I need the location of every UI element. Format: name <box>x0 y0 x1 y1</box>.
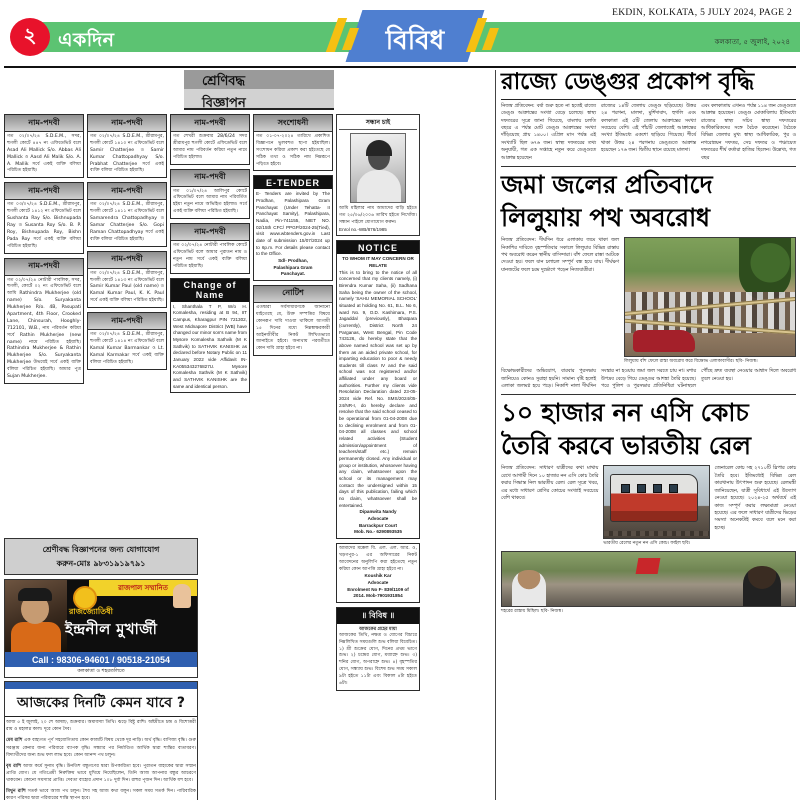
bibidh-astro-block <box>336 607 420 691</box>
ad-heading: নোটিশ <box>254 286 332 303</box>
missing-notice-enrol: Enrol no.-WB/876/1985 <box>339 226 387 232</box>
headline-dengue: রাজ্যে ডেঙ্গুর প্রকোপ বৃদ্ধি <box>501 70 796 100</box>
contact-line-1: শ্রেণীবদ্ধ বিজ্ঞাপনের জন্য যোগাযোগ <box>42 545 160 554</box>
horoscope-sign-text: এক বাহ্যগত পূর্ণ সহযোগিতায় কোন কাজটি বিষয় থেকে দূর নাড়ি। অর্থ বৃদ্ধি। বাণিজ্য বৃদ্ধি। গুরু সরঞ্জাম কেনার জন্য পরিবারে ব্যাপক বৃদ্ধি। সন্ধ্যার পর নির্মাণ্ডিত আর্থিক দ্বারা শান্তির বাতাবরণ। বিদ্যার্থীদের জন্য শুভ ফল লাভ হবে। কোন আনন্দ পথ চলুন। <box>6 738 196 758</box>
headline-roadblock-line1: জমা জলের প্রতিবাদে <box>501 170 713 200</box>
story-text-col2: জেনারেল কোচ সহ ২৭১০টি স্লিপার কোচ তৈরি হবে। ইতিমধ্যেই বিভিন্ন রেল কারখানায় উৎপাদন শুরু হয়েছে। রেলমন্ত্রী জানিয়েছেন, যাত্রী সুবিধার্থে এই উদ্যোগ নেওয়া হয়েছে। ২০২৪-২৫ অর্থবর্ষে এই কাজ সম্পূর্ণ করার লক্ষ্যমাত্রা নেওয়া হয়েছে। এর ফলে সাধারণ যাত্রীদের ভিড়ের সমস্যা অনেকটাই কমবে বলে মনে করা হচ্ছে। <box>714 466 796 531</box>
ad-body: I, Shanthala T P, W/o H. Komalesha, residing at B 94, IIT Campus, Kharagpur PIN 721302, West Midnapore District (WB) have changed our minor son's name from Mysore Komalesha Sathvik (M K Sathvik) to SATHVIK KANISHK as declared before Notary Public on 11 January 2022 vide Affidavit IN-KA055343276827U. Mysore Komalesha Sathvik (M K Sathvik) and SATHVIK KANISHK are the same and identical person. <box>173 303 247 389</box>
photo-caption-railway: ভারতীয় রেলের নতুন নন এসি কোচ। ফাইল ছবি। <box>603 541 691 547</box>
story-columns <box>501 465 796 547</box>
missing-notice-caption: আমি মহিলার নাম আমাদের বাড়ি হইতে গত ২৫/০৬/২০০৬ তারিখ হইতে নিখোঁজ। সন্ধান পাইলে যোগাযোগ করুন। <box>339 206 417 225</box>
horoscope-sign-name: বৃষ রাশি <box>6 763 22 769</box>
bibidh-heading: ॥ বিবিধ ॥ <box>337 608 419 624</box>
tender-signature-line3: Panchayat. <box>280 271 306 277</box>
ad-body: E- Tenders are invited by The Prodhan, Palashipara Gram Panchayat (Under Tehatta- II Panchayat Samity), Palashipara, Nadia, Pin-741155, NIET NO. 02/15th CFC/ PPGP/2024-25(Tied), visit www.wbtenders.gov.in Last date of submission 15/07/2024 up to 6p.m. For details please contact to the Office. <box>256 191 330 257</box>
classified-ad <box>4 182 84 253</box>
classified-ad <box>4 258 84 384</box>
headline-railway-line2: তৈরি করবে ভারতীয় রেল <box>501 430 751 460</box>
ad-heading: নাম-পদবী <box>171 170 249 187</box>
classified-ad <box>87 114 167 178</box>
photo-window-shape <box>621 484 630 493</box>
story-text-col1: নিজস্ব প্রতিবেদন: বর্ষা শুরু হতে না হতেই রাজ্যে ডেঙ্গু আক্রান্তের সংখ্যা বেড়ে চলেছে। স্বাস্থ্য দফতরের সূত্রে জানা গিয়েছে, বাংলায় চলতি বছরে এ পর্যন্ত মোট ডেঙ্গু আক্রান্তের সংখ্যা দাঁড়িয়েছে প্রায় ১৪০০। এপ্রিল মাস পর্যন্ত এই সংখ্যাটি ছিল ৬৭৬ জন। স্বাস্থ্য দফতরের তথ্য অনুযায়ী, গত এক সপ্তাহে নতুন করে ডেঙ্গুতে আক্রান্ত হয়েছেন <box>501 103 596 161</box>
ad-body: গত ০২/০৭/২৪ নোটারী পাবলিক কোর্টে এফিডেভিট বলে আমার পুরাতন নাম ও নতুন নাম সর্বে একই ব্যক্তি বলিয়া পরিচিত হইয়াছি। <box>173 243 247 269</box>
ad-heading: নাম-পদবী <box>171 115 249 132</box>
missing-person-notice <box>336 114 420 236</box>
advocate-notice-ad <box>336 543 420 603</box>
ad-heading: নাম-পদবী <box>88 313 166 330</box>
ad-body: গত ০২/০৭/২৪ S.D.E.M., শ্রীরামপুর, হুগলী কোর্টে ১৪১১ নং এফিডেভিট বলে Samarendra Chattopadhyay ও Samar Chatterjee S/o. Gopi Raman Chattopadhyay সর্বে একই ব্যক্তি বলিয়া পরিচিত হইয়াছি। <box>90 202 164 242</box>
horoscope-sign-text: আজ কর্মে সুনাম বৃদ্ধি। উনতিশ বন্ধুগণের দ্বারা উপকারিতা হবে। পুরাতন বাহ্যকের দ্বারা সম্মান প্রাপ্তি যোগ। যে গতিপ্রেমী নিরুক্তিম ভাবে মুখিয়ে নিয়েছিলেন, তিনি আজ আপনার বন্ধুর আচরণে থাকবেন। কোনো সমস্যার প্রাপ্তি। দেবতা বাহ্যের প্রদান ১০৮ দুর্বা দিন। রাহুর পূজন দিন। আর্থিক যশ হবে। <box>6 763 196 783</box>
ad-body: গত ০২/০৭/২৪ S.D.E.M., শ্রীরামপুর, হুগলী কোর্টে ১৪১০ নং এফিডেভিট বলে Samir Chatterjee ও Samir Kumar Chattopadhyay S/o. Prabhat Chatterjee সর্বে একই ব্যক্তি বলিয়া পরিচিত হইয়াছি। <box>90 134 164 174</box>
photo-hair-shape <box>366 140 392 156</box>
story-columns <box>501 103 796 162</box>
astrologer-phone[interactable]: Call : 98306-94601 / 90518-21054 <box>5 652 197 667</box>
photo-street-rally <box>501 551 796 607</box>
horoscope-sign <box>5 735 197 760</box>
missing-person-photo <box>350 133 406 203</box>
bibidh-subheading: আজকের গ্রহের মায়া <box>359 626 397 632</box>
ad-body: গত ০২/০৭/২৪ S.D.E.M., সদর, হুগলী কোর্টে ৪৪৭ নং এফিডেভিট বলে Asad Ali Mallick S/o. Abbas Ali Mallick ও Aasd Ali Malik S/o. A. A. Mallik সর্বে একই ব্যক্তি বলিয়া পরিচিত হইয়াছি। <box>7 134 81 174</box>
photo-coach-shape <box>610 474 698 522</box>
correction-notice-ad <box>253 114 333 171</box>
astro-award-ribbon: রাজপাল সম্মানিত <box>89 580 197 596</box>
horoscope-color-bar <box>5 682 197 689</box>
bibidh-body: আজকের তিথি, নক্ষত্র ও যোগের বিচারে নিম্নলিখিত সময়গুলি শুভ বলিয়া বিবেচিত। ১) শ্রী শুক্রের যোগ, দিনের প্রথম ভাগে শুভ। ২) চন্দ্রের যোগ, মধ্যাহ্নে শুভ। ৩) শনির যোগ, অপরাহ্নে শুভ। ৪) বৃহস্পতির যোগ, সন্ধ্যায় শুভ। বিশেষ শুভ সময় সকাল ৯টা হইতে ১১টা এবং বিকাল ৪টা হইতে ৬টা। <box>339 632 417 686</box>
photo-shoulder-shape <box>357 170 401 203</box>
ad-heading: Change of Name <box>171 279 249 302</box>
photo-caption-roadblock: লিলুয়ায় বাঁশ ফেলে রাস্তা অবরোধ করে বিক্ষোভ এলাকাবাসীর। ছবি- নিজস্ব। <box>624 359 758 365</box>
story-text-col2: রাজ্যের ১৪টি জেলায় ডেঙ্গু ছড়িয়েছে। উত্তর ২৪ পরগনা, মালদা, মুর্শিদাবাদ, হুগলি এবং কলকাতা এই ৫টি জেলায় আক্রান্তের সংখ্যা সবচেয়ে বেশি। এই পাঁচটি জেলাতেই আক্রান্তের সংখ্যা ইতিমধ্যে একশো ছাড়িয়ে গিয়েছে। শীর্ষে থাকা উত্তর ২৪ পরগনায় ডেঙ্গুতে আক্রান্ত হয়েছেন ১৭৬ জন। দ্বিতীয় স্থানে রয়েছে মালদা। <box>601 103 696 154</box>
advocate-title: Advocate <box>367 580 389 586</box>
photo-window-shape <box>637 484 646 493</box>
horoscope-sign <box>5 761 197 786</box>
ad-heading: নাম-পদবী <box>88 183 166 200</box>
headline-roadblock-line2: লিলুয়ায় পথ অবরোধ <box>501 202 710 232</box>
headline-railway-line1: ১০ হাজার নন এসি কোচ <box>501 398 749 428</box>
astrologer-advertisement[interactable] <box>4 579 198 678</box>
classified-ad <box>170 114 250 165</box>
notice-subheading: TO WHOM IT MAY CONCERN OR RELATE <box>342 256 414 268</box>
astrologer-title: রাজজ্যোতিষী <box>69 607 113 617</box>
photo-window-shape <box>653 484 662 493</box>
publication-logo: ২ <box>10 18 50 56</box>
horoscope-sign-name: মিথুন রাশি <box>6 789 26 795</box>
ad-heading: নাম-পদবী <box>88 115 166 132</box>
bottom-photo-block <box>501 551 796 615</box>
change-of-name-ad <box>170 278 250 394</box>
story-text-col1: নিজস্ব প্রতিবেদন: সাধারণ যাত্রীদের কথা মাথায় রেখে আগামী দিনে ১০ হাজার নন এসি কোচ তৈরি করার সিদ্ধান্ত নিল ভারতীয় রেল। রেল সূত্রে খবর, এর মধ্যে সাধারণ শ্রেণির কোচের সংখ্যাই সবচেয়ে বেশি থাকবে। <box>501 466 599 502</box>
astrologer-name: ইন্দ্রনীল মুখার্জী <box>65 620 158 639</box>
classified-banner-line1: শ্রেণিবদ্ধ <box>202 74 246 89</box>
classified-pane <box>4 70 491 800</box>
notice-signatory-mobile: Mob. No.- 6290893535 <box>354 529 402 535</box>
palm-hand-icon <box>173 584 191 608</box>
section-emblem <box>330 10 500 62</box>
advocate-notice-body: আমাদের মক্কেল বি. এল. এল. আর. ও, খড়গপুর-১ এর অফিসারের নিকট আবেদনের অনুলিপি করা হইতেছে নতুন করিয়া কোন আপত্তি গ্রাহ্য হইবে না। <box>339 545 417 572</box>
photo-road-blockade <box>624 237 796 357</box>
section-title: বিবিধ <box>385 26 445 56</box>
photo-person-shape <box>743 566 781 606</box>
ad-heading: E-TENDER <box>254 176 332 189</box>
tender-signature-line1: Sd/- Prodhan, <box>278 258 308 264</box>
photo-track-shape <box>604 531 708 536</box>
tender-signature-line2: Palashipara Gram <box>273 264 313 270</box>
photo-train-coach <box>603 465 709 539</box>
ad-body: গত ০২/০৭/২৪ নোটারী পাবলিক, সদর, হুগলী, কোর্টে ০২ নং এফিডেভিট বলে আমি Rathindra Mukherjee (old name) S/o. Suryakanta Mukherjee R/o. 4B, Pasupati Apartment, 4th Floor, Crooked Lane, Chinsurah, Hooghly-712101, W.B., নাম পরিবর্তন করিয়া সর্বে Rathin Mukherjee (new name) নামে পরিচিত হইয়াছি। Rathindra Mukherjee & Rathin Mukherjee S/o. Suryakanta Mukherjee উভয়েই সর্বে একই ব্যক্তি বলিয়া পরিচিত হইয়াছি। আমার পুত্র Sujan Mukherjee. <box>7 277 81 380</box>
classified-banner <box>184 70 334 110</box>
classified-ad <box>170 169 250 220</box>
ad-body: গত শেখরী শুক্রবার 28/6/24 সদর শ্রীরামপুর হুগলী কোর্টে এফিডেভিট বলে আমার নাম পরিবর্তন করিয়া নতুন নামে পরিচিত হইলাম। <box>173 134 247 160</box>
notice-body: This is to bring to the notice of all concerned that my clients namely, (i) Birendra Kumar Saha, (ii) Sadhana Saha being the owner of the school, namely 'SAHU MEMORIAL SCHOOL' situated at holding No. 61, B.L. No 6, ward No. 9, O.D. Kashimara, P.S. Jagaddal (previously), Bhatpara (currently), District North 24 Parganas, West Bengal, Pin Code 743126, do hereby state that the above named school was set up by them as an aided private school, for imparting education to poor & needy students till class IV and the said school was not registered and/or affiliated under any board or authorities. Further my clients vide Resolution Declaration dated 23-05-2024 vide Ref. No. SMS/2024/05-24/NR-I, do hereby declare and resolve that the said school ceased to be operational from 01-04-2008 due to declining enrolment and from 01-04-2008 all classes and school related activities (Student admission/appointment of teachers/staff etc.) remain permanently closed. Any individual or group or institution, whosoever having any claim, whatsoever upon the school or its management may contact the undersigned within 15 days of this publication, failing which no claim, whatsoever shall be entertained. <box>339 269 417 508</box>
story-text-col3: এবং কলকাতায় এখনও পর্যন্ত ১১৪ জন ডেঙ্গুতে আক্রান্ত হয়েছেন। ডেঙ্গু মোকাবিলায় ইতিমধ্যে রাজ্যের স্বাস্থ্য সচিব স্বাস্থ্য দফতরের আধিকারিকদের সঙ্গে বৈঠক করেছেন। বৈঠকে বিভিন্ন জেলার মুখ্য স্বাস্থ্য আধিকারিক, পুর ও নগরোন্নয়ন দফতর, সেচ দফতর ও পঞ্চায়েত দফতরের শীর্ষ কর্তারা হাজির ছিলেন। উল্লেখ্য, গত বছর <box>701 103 796 161</box>
story-columns <box>501 237 796 365</box>
advocate-enrolment-line2: 2014. Mob-7901931854 <box>353 593 403 599</box>
roadblock-body-left: নিজস্ব প্রতিবেদন: দীর্ঘদিন ধরে এলাকায় জমে থাকা জল নিকাশির দাবিতে বৃহস্পতিবার সকালে লিলুয়ার বিভিন্ন রাস্তায় পথ অবরোধ করেন স্থানীয় বাসিন্দারা। বাঁশ ফেলে রাস্তা আটকে দেওয়া হয়। ফলে যান চলাচল সম্পূর্ণ বন্ধ হয়ে যায়। দীর্ঘক্ষণ যানজটের ফলে চরম দুর্ভোগে পড়েন নিত্যযাত্রীরা। <box>501 238 619 273</box>
classified-ad <box>87 251 167 308</box>
photo-tree-shape <box>739 238 791 300</box>
classified-banner-line2: বিজ্ঞাপন <box>202 96 246 111</box>
ad-heading: নাম-পদবী <box>5 115 83 132</box>
story-photo-col <box>603 465 709 547</box>
story-divider <box>501 394 796 395</box>
publication-name: একদিন <box>58 29 115 51</box>
astrologer-portrait <box>5 580 67 652</box>
ad-heading: সংশোধনী <box>254 115 332 132</box>
classified-ad <box>170 223 250 274</box>
photo-caption-bottom: শহরের রাস্তায় মিছিল। ছবি- নিজস্ব। <box>501 609 563 615</box>
notice-signatory-court: Barrackpur Court <box>358 522 398 528</box>
story-text-col1 <box>501 237 619 365</box>
notice-signatory-name: Dipanwita Nandy <box>359 509 397 515</box>
missing-notice-heading: সন্ধান চাই <box>339 117 417 130</box>
ad-body: এতদ্বারা সর্বসাধারণকে জানানো যাইতেছে যে, উক্ত সম্পত্তির বিষয়ে কোনরূপ দাবি দাওয়া থাকিলে আগামী ১৫ দিনের মধ্যে নিম্নস্বাক্ষরকারী আইনজীবীর নিকট লিখিতভাবে জানাইতে হইবে। অন্যথায় পরবর্তীতে কোন দাবি গ্রাহ্য হইবে না। <box>256 304 330 352</box>
classified-contact-strip[interactable] <box>4 538 198 575</box>
horoscope-date-line: আজ ৫ ই জুলাই, ২০ শে আষাঢ়, শুক্রবার। অমাবস্যা তিথি। ঝড়ে বিষ্টু রাশি। অষ্টমীতে চন্দ্র ও বিশোত্তরী রায় ও মহালগ্ন কাল। দূরে কোন দৈব। <box>6 720 196 733</box>
masthead <box>0 0 800 62</box>
ad-body: গত ০১-০৭-২০২৪ তারিখে প্রকাশিত বিজ্ঞাপনে ভুলবশত ছাপা হইয়াছিল। সংশোধন করিয়া প্রকাশ করা হইতেছে যে সঠিক তথ্য ও সঠিক নাম নিম্নরূপে পড়িতে হইবে। <box>256 134 330 167</box>
horoscope-section <box>4 681 198 800</box>
top-rule-divider <box>4 66 796 68</box>
story-photo-col <box>624 237 796 365</box>
classified-column-4 <box>253 114 333 800</box>
portrait-cap-shape <box>18 588 52 601</box>
horoscope-sign-name: মেষ রাশি <box>6 738 23 744</box>
classified-column-5 <box>336 114 420 800</box>
notice-signatory-title: Advocate <box>367 515 389 521</box>
roadblock-body-continued: বিক্ষোভকারীদের অভিযোগ, বারবার পুরসভায় জানিয়েও কোনও সুরাহা হয়নি। সামান্য বৃষ্টি হলেই এলাকা জলমগ্ন হয়ে পড়ে। নিকাশি নালা দীর্ঘদিন সংস্কার না হওয়ায় জমা জল সরতে চায় না। মশার উপদ্রব বেড়ে গিয়ে ডেঙ্গুর আশঙ্কা তৈরি হয়েছে। পরে পুলিশ ও পুরসভার প্রতিনিধিরা ঘটনাস্থলে পৌঁছে দ্রুত ব্যবস্থা নেওয়ার আশ্বাস দিলে অবরোধ তুলে নেওয়া হয়। <box>501 369 796 389</box>
advocate-name: Koushik Kar <box>364 573 392 579</box>
ad-body: গত ০২/০৭/২৪ S.D.E.M., শ্রীরামপুর, হুগলী কোর্টে ১৪১৪ নং এফিডেভিট বলে Kamal Kumar Barmankar ও Lt. Kamal Karmakar সর্বে একই ব্যক্তি বলিয়া পরিচিত হইয়াছি। <box>90 332 164 365</box>
e-tender-ad <box>253 175 333 281</box>
news-story-dengue <box>501 70 796 162</box>
ad-body: গত ০১/০৭/২৪ আলিপুর কোর্টে এফিডেভিট বলে আমার নাম পরিবর্তিত হইয়া নতুন নামে অভিহিত হইলাম। সর্বে একই ব্যক্তি বলিয়া পরিচিত হইয়াছি। <box>173 188 247 215</box>
classified-ad <box>87 312 167 369</box>
horoscope-title: আজকের দিনটি কেমন যাবে ? <box>5 689 197 717</box>
photo-motorbike-shape <box>633 330 695 352</box>
ad-heading: নাম-পদবী <box>88 252 166 269</box>
portrait-body-shape <box>11 622 61 652</box>
photo-person-shape <box>512 570 546 606</box>
photo-flag-shape <box>635 558 660 574</box>
news-story-roadblock <box>501 171 796 390</box>
classified-ad <box>87 182 167 246</box>
story-divider <box>501 166 796 167</box>
ad-heading: নাম-পদবী <box>5 183 83 200</box>
edition-line-english: EKDIN, KOLKATA, 5 JULY 2024, PAGE 2 <box>612 8 792 18</box>
ad-body: গত ০২/০৭/২৪ S.D.E.M., শ্রীরামপুর, হুগলী কোর্টে ১৪১৩ নং এফিডেভিট বলে Samir Kumar Paul (old name) ও Kamal Kumar Paul, K. K. Paul সর্বে একই ব্যক্তি বলিয়া পরিচিত হইয়াছি। <box>90 270 164 304</box>
ad-body: গত ০৩/০৭/২৪ S.D.E.M., শ্রীরামপুর, হুগলী কোর্টে ১৪১২ নং এফিডেভিট বলে Sushanta Ray S/o. Bishnupada Ray ও Susanta Roy S/o. B. P. Roy, Bishnupada Roy, Bishn Pada Roy সর্বে একই ব্যক্তি বলিয়া পরিচিত হইয়াছি। <box>7 202 81 249</box>
notice-heading: NOTICE <box>337 241 419 254</box>
news-pane <box>495 70 796 800</box>
ad-heading: নাম-পদবী <box>171 224 249 241</box>
classified-ad <box>253 285 333 356</box>
advocate-enrolment-line1: Enrolment No F- 839/1109 of <box>347 586 409 592</box>
edition-line-bengali: কলকাতা, ৫ জুলাই, ২০২৪ <box>714 38 790 46</box>
news-story-railway <box>501 399 796 547</box>
contact-line-2: করুন-মোঃ ৯৮৩১৯১৯৭৯১ <box>56 558 146 568</box>
page-body <box>0 66 800 800</box>
horoscope-sign <box>5 786 197 800</box>
ad-heading: নাম-পদবী <box>5 259 83 276</box>
horoscope-sign-text: সতর্ক ভাবে আজ পথ চলুন। শৈব সহ আজ কথা বলুন। সকল সময় সতর্ক দিন। পারিবারিক কারণ পরিসর দ্বারা পরিবারের শান্তি স্থাপন হবে। <box>6 789 196 800</box>
legal-notice-ad <box>336 240 420 539</box>
astrologer-ad-banner <box>5 580 197 652</box>
classified-contact-area <box>4 538 198 800</box>
classified-ad <box>4 114 84 178</box>
photo-window-shape <box>669 484 678 493</box>
astrologer-area: কলকাতা ও শহরতলিতে <box>5 667 197 677</box>
